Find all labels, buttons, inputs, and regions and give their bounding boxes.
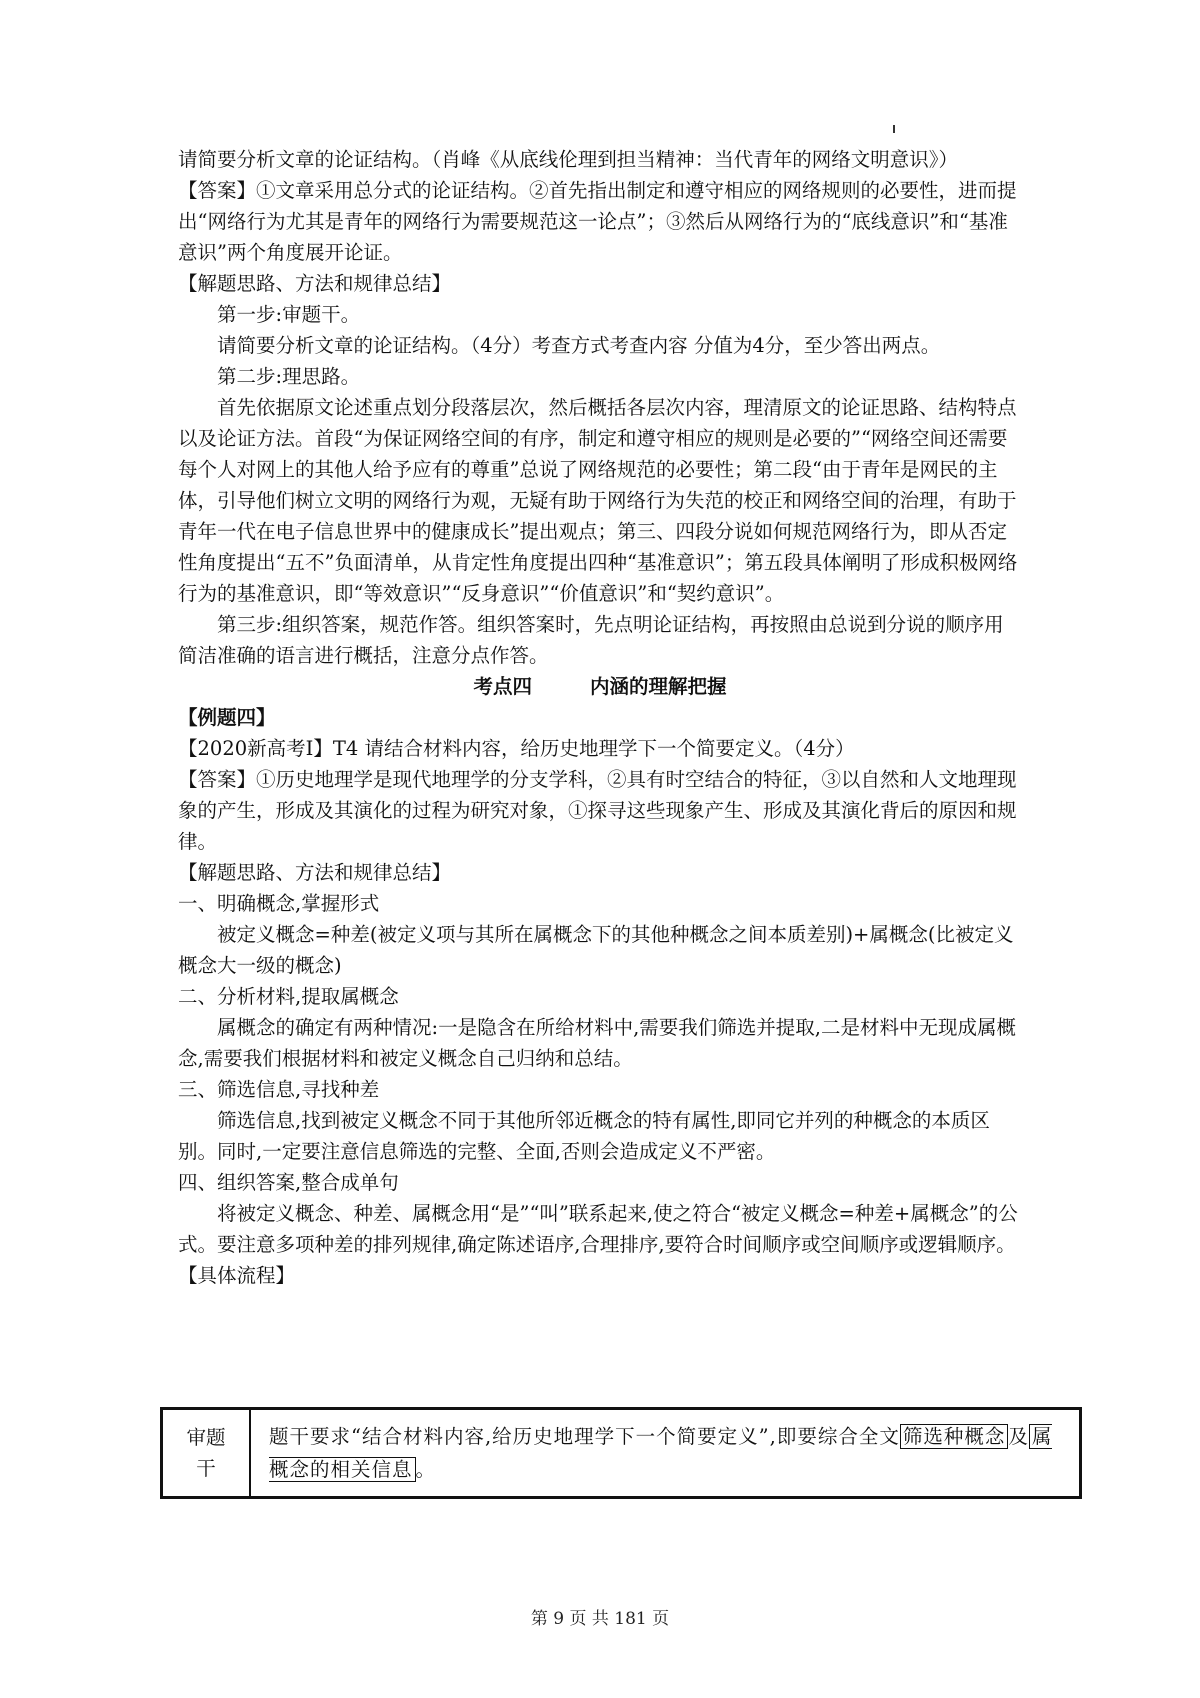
- example-question: 【2020新高考Ⅰ】T4 请结合材料内容，给历史地理学下一个简要定义。（4分）: [178, 737, 855, 760]
- flow-text-before: 题干要求“结合材料内容,给历史地理学下一个简要定义”,即要综合全文: [269, 1425, 900, 1448]
- example-p2-text: 属概念的确定有两种情况:一是隐含在所给材料中,需要我们筛选并提取,二是材料中无现成属概念,需要我们根据材料和被定义概念自己归纳和总结。: [178, 1016, 1016, 1070]
- example-p4-title: 四、组织答案,整合成单句: [178, 1171, 399, 1194]
- section-title: [178, 671, 1022, 702]
- example-answer: 【答案】①历史地理学是现代地理学的分支学科，②具有时空结合的特征，③以自然和人文地理现象的产生，形成及其演化的过程为研究对象，①探寻这些现象产生、形成及其演化背后的原因和规律。: [178, 768, 1017, 853]
- section-label: 考点四: [473, 675, 532, 698]
- q3-step2-title: 第二步:理思路。: [217, 365, 361, 388]
- flow-heading: 【具体流程】: [178, 1264, 296, 1287]
- q3-step3-text: 第三步:组织答案，规范作答。组织答案时，先点明论证结构，再按照由总说到分说的顺序用简洁准确的语言进行概括，注意分点作答。: [178, 613, 1004, 667]
- q3-step1-text: 请简要分析文章的论证结构。（4分）考查方式考查内容 分值为4分，至少答出两点。: [217, 334, 941, 357]
- top-mark: [893, 125, 895, 133]
- page-footer: [0, 1604, 1200, 1629]
- example-heading: 【例题四】: [178, 706, 276, 729]
- example-p3-title: 三、筛选信息,寻找种差: [178, 1078, 380, 1101]
- flow-table-head: [163, 1410, 251, 1496]
- q3-answer: 【答案】①文章采用总分式的论证结构。②首先指出制定和遵守相应的网络规则的必要性，进而提出“网络行为尤其是青年的网络行为需要规范这一论点”；③然后从网络行为的“底线意识”和“基准意识”两个角度展开论证。: [178, 179, 1017, 264]
- flow-table-body: [251, 1410, 1079, 1496]
- q3-method-heading: 【解题思路、方法和规律总结】: [178, 272, 452, 295]
- flow-box-genus: 属概念的相关信息: [269, 1425, 1053, 1481]
- example-p4-text: 将被定义概念、种差、属概念用“是”“叫”联系起来,使之符合“被定义概念=种差+属概念”的公式。要注意多项种差的排列规律,确定陈述语序,合理排序,要符合时间顺序或空间顺序或逻辑顺序。: [178, 1202, 1018, 1256]
- q3-step2-text: 首先依据原文论述重点划分段落层次，然后概括各层次内容，理清原文的论证思路、结构特点以及论证方法。首段“为保证网络空间的有序，制定和遵守相应的规则是必要的”“网络空间还需要每个人对网上的其他人给予应有的尊重”总说了网络规范的必要性；第二段“由于青年是网民的主体，引导他们树立文明的网络行为观，无疑有助于网络行为失范的校正和网络空间的治理，有助于青年一代在电子信息世界中的健康成长”提出观点；第三、四段分说如何规范网络行为，即从否定性角度提出“五不”负面清单，从肯定性角度提出四种“基准意识”；第五段具体阐明了形成积极网络行为的基准意识，即“等效意识”“反身意识”“价值意识”和“契约意识”。: [178, 396, 1018, 605]
- example-p1-text: 被定义概念=种差(被定义项与其所在属概念下的其他种概念之间本质差别)+属概念(比被定义概念大一级的概念): [178, 923, 1014, 977]
- example-method-heading: 【解题思路、方法和规律总结】: [178, 861, 452, 884]
- page-content: [178, 144, 1022, 1291]
- q3-question: 请简要分析文章的论证结构。（肖峰《从底线伦理到担当精神：当代青年的网络文明意识》）: [178, 148, 959, 171]
- example-p1-title: 一、明确概念,掌握形式: [178, 892, 380, 915]
- example-p3-text: 筛选信息,找到被定义概念不同于其他所邻近概念的特有属性,即同它并列的种概念的本质区别。同时,一定要注意信息筛选的完整、全面,否则会造成定义不严密。: [178, 1109, 990, 1163]
- flow-text-after: 。: [415, 1458, 437, 1481]
- flow-head-text: 审题干: [186, 1426, 226, 1480]
- page-number: 第 9 页 共 181 页: [530, 1609, 670, 1629]
- flow-box-species: 筛选种概念: [900, 1424, 1009, 1449]
- example-p2-title: 二、分析材料,提取属概念: [178, 985, 399, 1008]
- q3-step1-title: 第一步:审题干。: [217, 303, 361, 326]
- section-name: 内涵的理解把握: [590, 675, 727, 698]
- flow-text-mid: 及: [1008, 1425, 1029, 1448]
- flow-table: [160, 1407, 1082, 1499]
